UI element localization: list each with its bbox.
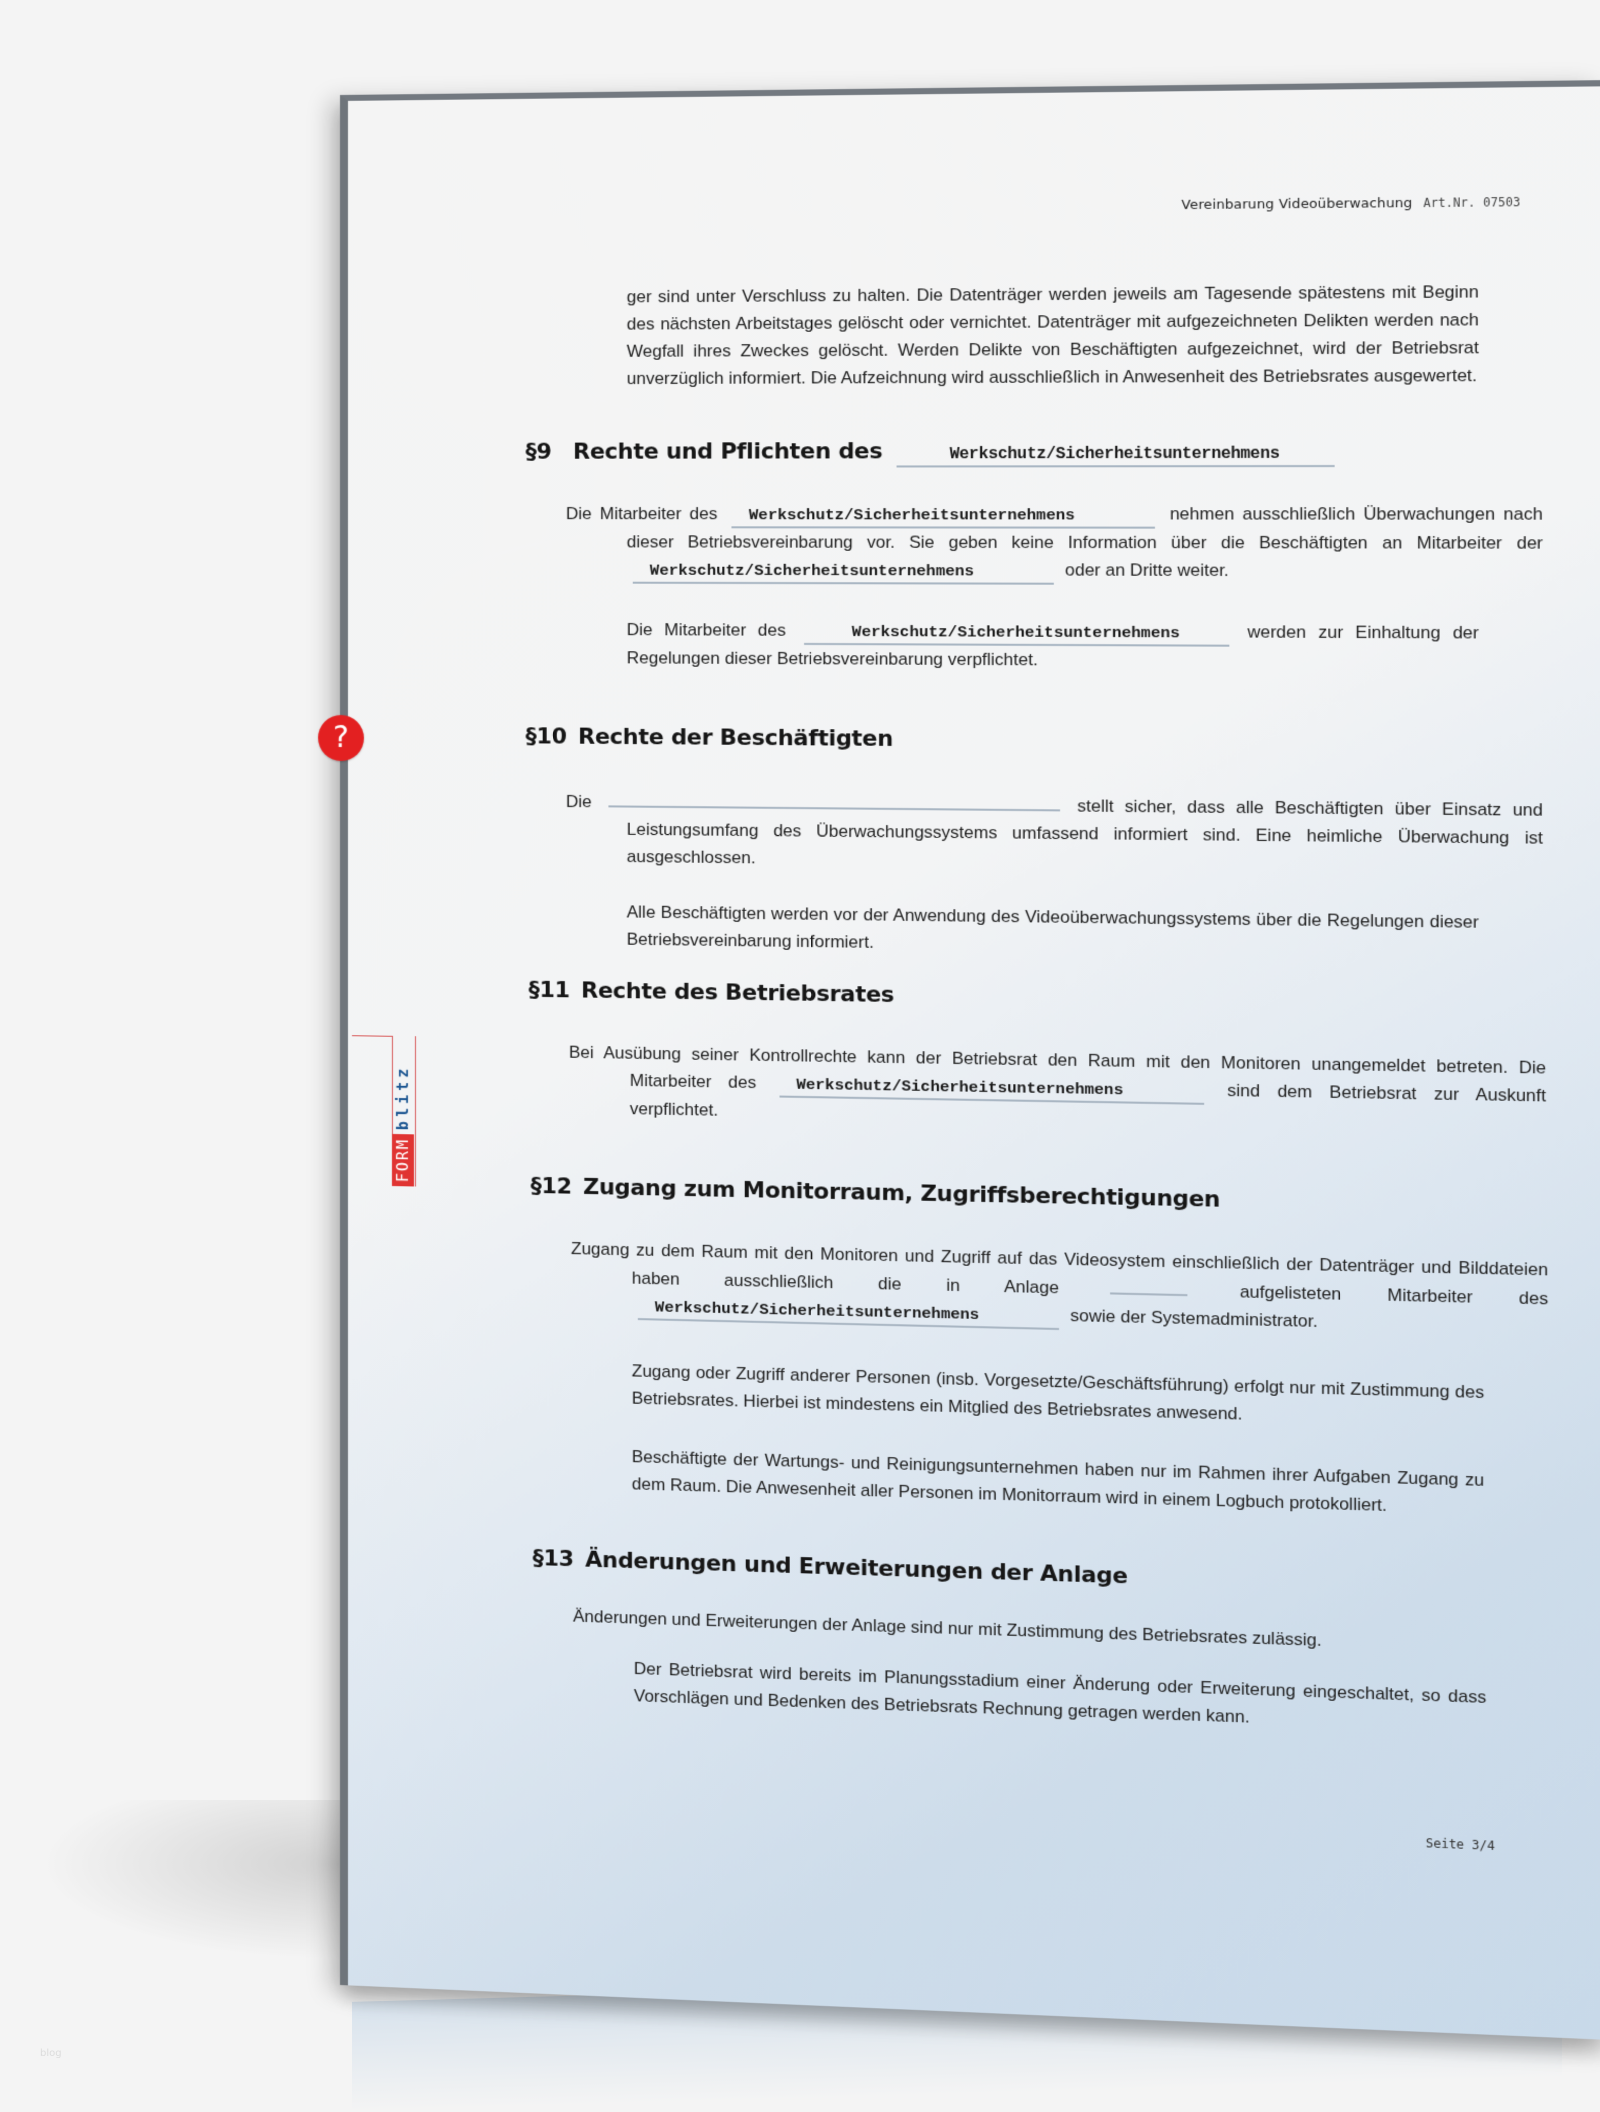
section-12-heading <box>531 1174 1221 1213</box>
question-mark-icon[interactable]: ? <box>318 715 364 761</box>
section-number: §11 <box>528 977 570 1004</box>
company-field[interactable]: Werkschutz/Sicherheitsunternehmens <box>638 1296 1059 1330</box>
text-segment: Die Mitarbeiter des <box>565 504 718 524</box>
section-13-heading <box>533 1546 1128 1590</box>
text-segment: werden zur Einhaltung der Regelungen dieser Betriebsvereinbarung verpflichtet. <box>626 622 1479 670</box>
logo-tick <box>352 1035 392 1037</box>
section-13-paragraph-1: Änderungen und Erweiterungen der Anlage sind nur mit Zustimmung des Betriebsrates zulässig. <box>573 1606 1322 1650</box>
section-10-paragraph-2: Alle Beschäftigten werden vor der Anwendung des Videoüberwachungssystems über die Regelungen dieser Betriebsvereinbarung informiert. <box>626 902 1479 952</box>
section-10-paragraph-1 <box>566 787 1543 880</box>
section-9-heading <box>526 438 1341 468</box>
page-content <box>333 80 1600 2040</box>
section-number: §9 <box>525 439 552 465</box>
company-field[interactable]: Werkschutz/Sicherheitsunternehmens <box>779 1073 1204 1105</box>
section-title: Änderungen und Erweiterungen der Anlage <box>585 1547 1128 1590</box>
section-11-heading <box>529 978 894 1008</box>
company-field[interactable]: Werkschutz/Sicherheitsunternehmens <box>896 442 1334 467</box>
text-segment: nehmen ausschließlich Überwachungen nach dieser Betriebsvereinbarung vor. Sie geben keine Information über die Beschäftigten an Mitarbeiter der <box>626 504 1543 553</box>
company-field[interactable]: Werkschutz/Sicherheitsunternehmens <box>804 621 1229 647</box>
text-segment: Bei Ausübung seiner Kontrollrechte kann der Betriebsrat den Raum mit den Monitoren unangemeldet betreten. Die Mitarbeiter des <box>568 1042 1547 1093</box>
watermark: blog <box>40 2048 62 2059</box>
text-segment: oder an Dritte weiter. <box>1064 560 1229 581</box>
text-segment: aufgelisteten Mitarbeiter des <box>1239 1281 1549 1309</box>
text-segment: stellt sicher, dass alle Beschäftigten über Einsatz und Leistungsumfang des Überwachungssystems umfassend informiert sind. Eine heimliche Überwachung ist ausgeschlossen. <box>626 796 1543 868</box>
logo-form: FORM <box>392 1134 414 1187</box>
article-number: Art.Nr. 07503 <box>1423 194 1521 211</box>
section-12-paragraph-1 <box>571 1235 1548 1342</box>
document-header <box>1181 195 1520 213</box>
section-10-heading <box>526 724 893 752</box>
section-12-paragraph-3: Beschäftigte der Wartungs- und Reinigungsunternehmen haben nur im Rahmen ihrer Aufgaben Zugang zu dem Raum. Die Anwesenheit aller Personen im Monitorraum wird in einem Logbuch protokolliert. <box>631 1446 1485 1516</box>
document-title: Vereinbarung Videoüberwachung <box>1181 195 1413 214</box>
section-title: Zugang zum Monitorraum, Zugriffsberechtigungen <box>583 1174 1221 1213</box>
annex-number-field[interactable] <box>1110 1274 1187 1296</box>
section-number: §10 <box>525 724 567 750</box>
empty-field[interactable] <box>608 787 1060 811</box>
text-segment: Die <box>565 791 592 812</box>
section-number: §12 <box>530 1173 572 1200</box>
logo-text <box>392 1036 414 1187</box>
section-number: §13 <box>532 1545 574 1573</box>
section-title: Rechte der Beschäftigten <box>578 724 893 753</box>
page-number: Seite 3/4 <box>1425 1835 1495 1854</box>
logo-blitz: blitz <box>393 1064 412 1131</box>
formblitz-logo <box>392 1036 414 1187</box>
section-title: Rechte und Pflichten des <box>573 439 883 465</box>
company-field[interactable]: Werkschutz/Sicherheitsunternehmens <box>732 504 1155 529</box>
section-12-paragraph-2: Zugang oder Zugriff anderer Personen (insb. Vorgesetzte/Geschäftsführung) erfolgt nur mit Zustimmung des Betriebsrates. Hierbei ist mindestens ein Mitglied des Betriebsrates anwesend. <box>631 1361 1485 1424</box>
section-9-paragraph-1 <box>566 500 1543 586</box>
text-segment: Die Mitarbeiter des <box>626 619 786 640</box>
document-page <box>333 80 1600 2040</box>
section-title: Rechte des Betriebsrates <box>581 978 895 1009</box>
section-9-paragraph-2 <box>627 616 1479 676</box>
text-segment: Zugang zu dem Raum mit den Monitoren und Zugriff auf das Videosystem einschließlich der Datenträger und Bilddateien haben ausschließlich die in Anlage <box>570 1238 1549 1298</box>
section-11-paragraph-1 <box>569 1039 1546 1139</box>
intro-paragraph: ger sind unter Verschluss zu halten. Die Datenträger werden jeweils am Tagesende spätestens mit Beginn des nächsten Arbeitstages gelöscht oder vernichtet. Datenträger mit aufgezeichneten Delikten werden nach Wegfall ihres Zweckes gelöscht. Werden Delikte von Beschäftigten aufgezeichnet, wird der Betriebsrat unverzüglich informiert. Die Aufzeichnung wird ausschließlich in Anwesenheit des Betriebsrates ausgewertet. <box>626 282 1479 389</box>
text-segment: sowie der Systemadministrator. <box>1070 1305 1318 1332</box>
text-segment: sind dem Betriebsrat zur Auskunft verpflichtet. <box>629 1080 1547 1120</box>
section-13-paragraph-2: Der Betriebsrat wird bereits im Planungsstadium einer Änderung oder Erweiterung eingeschaltet, so dass Vorschlägen und Bedenken des Betriebsrats Rechnung getragen werden kann. <box>633 1658 1487 1727</box>
company-field[interactable]: Werkschutz/Sicherheitsunternehmens <box>633 560 1054 585</box>
